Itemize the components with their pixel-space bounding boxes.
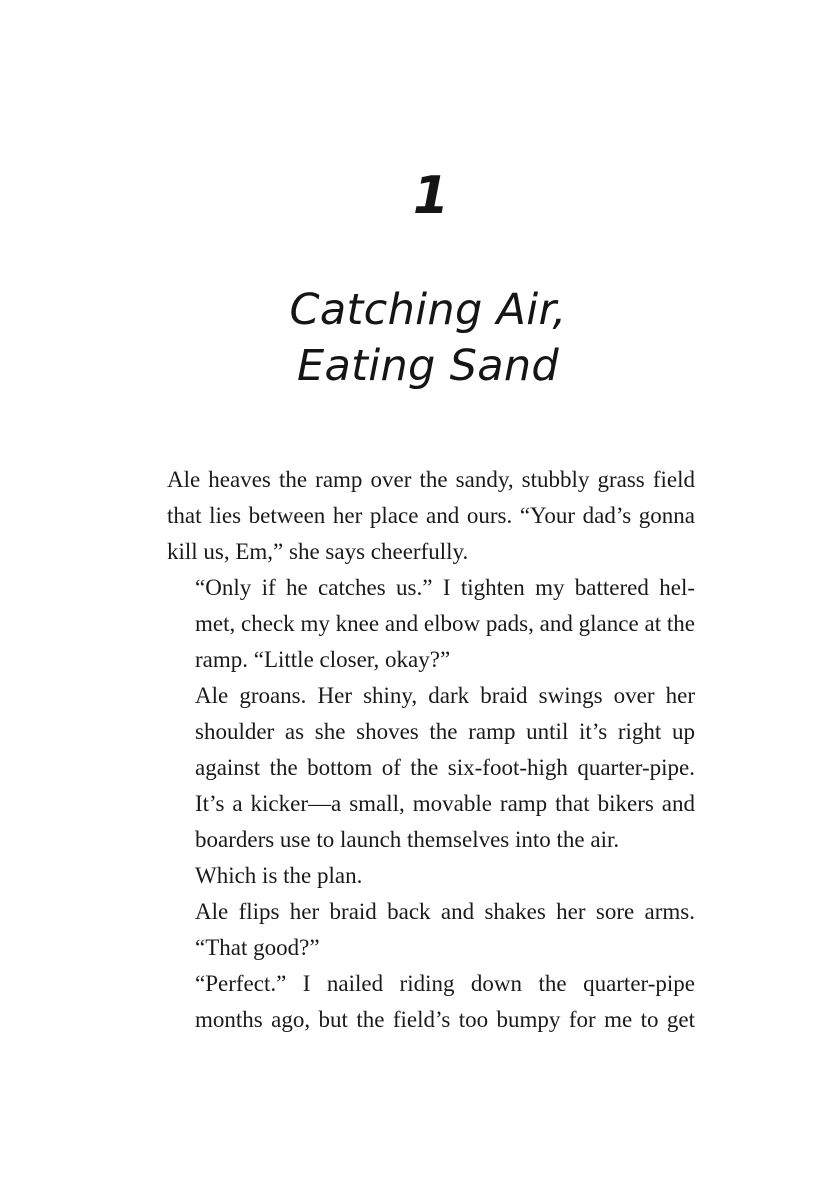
chapter-title-line: Catching Air, xyxy=(289,285,567,335)
text-line: that lies between her place and ours. “Your dad’s gonna xyxy=(167,503,695,528)
paragraph xyxy=(167,462,695,570)
text-line: boarders use to launch themselves into the air. xyxy=(195,827,620,852)
text-line: shoulder as she shoves the ramp until it’s right up xyxy=(195,719,695,744)
text-line: “Perfect.” I nailed riding down the quarter-pipe xyxy=(195,971,695,996)
text-line: ramp. “Little closer, okay?” xyxy=(195,647,451,672)
chapter-number: 1 xyxy=(412,166,450,226)
paragraph xyxy=(167,894,695,966)
chapter-title-line: Eating Sand xyxy=(296,341,560,391)
text-line: against the bottom of the six-foot-high quarter-pipe. xyxy=(195,755,695,780)
chapter-body xyxy=(167,462,695,1038)
chapter-title xyxy=(0,282,826,394)
text-line: months ago, but the field’s too bumpy for me to get xyxy=(195,1007,695,1032)
text-line: Which is the plan. xyxy=(195,863,363,888)
text-line: “That good?” xyxy=(195,935,320,960)
text-line: Ale heaves the ramp over the sandy, stubbly grass field xyxy=(167,467,695,492)
text-line: “Only if he catches us.” I tighten my battered hel- xyxy=(195,575,695,600)
text-line: It’s a kicker—a small, movable ramp that bikers and xyxy=(195,791,695,816)
paragraph xyxy=(167,570,695,678)
text-line: kill us, Em,” she says cheerfully. xyxy=(167,539,469,564)
text-line: Ale flips her braid back and shakes her sore arms. xyxy=(195,899,695,924)
text-line: met, check my knee and elbow pads, and glance at the xyxy=(195,611,695,636)
paragraph xyxy=(167,678,695,858)
text-line: Ale groans. Her shiny, dark braid swings over her xyxy=(195,683,695,708)
paragraph xyxy=(167,858,695,894)
paragraph xyxy=(167,966,695,1038)
